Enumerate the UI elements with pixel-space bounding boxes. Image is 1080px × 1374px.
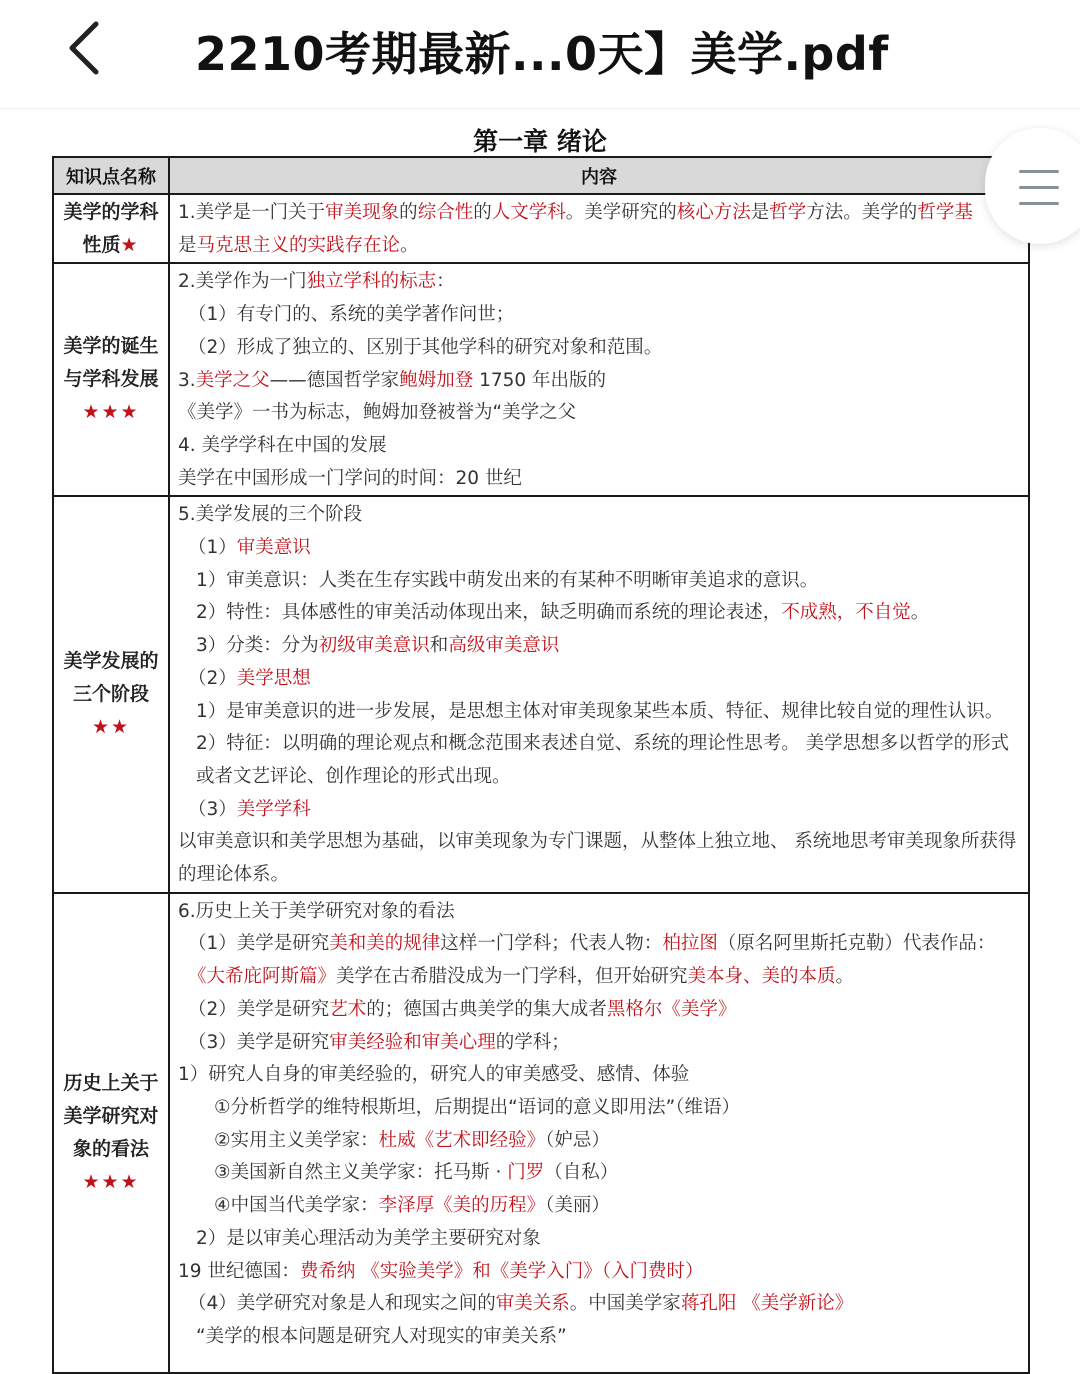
highlighted-text: 美学思想 (236, 667, 311, 689)
body-text: 方法。美学的 (806, 202, 918, 223)
content-line (178, 1125, 1022, 1158)
highlighted-text: 马克思主义的实践存在论 (196, 234, 401, 256)
name-line: 性质 (82, 233, 121, 256)
highlighted-text: 《大希庇阿斯篇》 (188, 966, 337, 988)
body-text: 。中国美学家 (569, 1293, 681, 1315)
content-line (178, 1288, 1022, 1321)
body-text: （妒忌） (545, 1129, 610, 1151)
body-text: 3. (178, 369, 196, 391)
content-line (178, 1321, 1022, 1354)
content-line (178, 332, 1022, 365)
highlighted-text: 不成熟，不自觉 (781, 602, 911, 624)
content-line (178, 728, 1022, 793)
body-text: 这样一门学科；代表人物： (440, 933, 663, 955)
knowledge-point-name (53, 194, 169, 263)
body-text: 的 (473, 202, 492, 223)
knowledge-point-name (53, 263, 169, 496)
name-line: 美学的学科 (63, 200, 159, 223)
body-text: （3） (188, 798, 237, 820)
content-line (178, 499, 1022, 532)
table-row (53, 496, 1029, 892)
body-text: ④中国当代美学家： (214, 1195, 379, 1217)
content-line (178, 1059, 1022, 1092)
body-text: （1） (188, 537, 237, 559)
body-text: 。 (400, 234, 419, 256)
knowledge-point-content (169, 263, 1029, 496)
body-text: ——德国哲学家 (269, 369, 400, 391)
body-text: （原名阿里斯托克勒）代表作品： (717, 933, 996, 955)
content-line (178, 266, 1022, 299)
body-text: （美丽） (545, 1195, 610, 1217)
body-text: 2）特征：以明确的理论观点和概念范围来表述自觉、系统的理论性思考。 美学思想多以哲学的形式或者文艺评论、创作理论的形式出现。 (196, 733, 1010, 787)
body-text: 6.历史上关于美学研究对象的看法 (178, 900, 455, 922)
body-text: 1）审美意识：人类在生存实践中萌发出来的有某种不明晰审美追求的意识。 (196, 569, 819, 591)
content-line (178, 1027, 1022, 1060)
menu-button[interactable] (985, 128, 1080, 244)
body-text: 美学在中国形成一门学问的时间：20 世纪 (178, 467, 522, 489)
menu-icon-bar (1019, 202, 1059, 205)
body-text: ③美国新自然主义美学家：托马斯 · (214, 1162, 508, 1184)
content-line (178, 630, 1022, 663)
highlighted-text: 审美经验和审美心理 (329, 1031, 496, 1053)
body-text: （4）美学研究对象是人和现实之间的 (188, 1293, 496, 1315)
body-text: 1）是审美意识的进一步发展，是思想主体对审美现象某些本质、特征、规律比较自觉的理性认识。 (196, 700, 1004, 722)
column-header-name: 知识点名称 (53, 157, 169, 194)
body-text: （自私） (544, 1162, 619, 1184)
body-text: 3）分类：分为 (196, 635, 319, 657)
highlighted-text: 核心方法 (676, 202, 751, 223)
importance-stars: ★★★ (82, 401, 140, 424)
body-text: 的；德国古典美学的集大成者 (366, 998, 607, 1020)
highlighted-text: 人文学科 (491, 202, 566, 223)
content-line (178, 1157, 1022, 1190)
content-line (178, 532, 1022, 565)
table-row (53, 263, 1029, 496)
chapter-title: 第一章 绪论 (473, 127, 607, 156)
content-line (178, 1092, 1022, 1125)
body-text: 。 (910, 602, 930, 624)
top-bar (0, 0, 1080, 109)
name-line: 象的看法 (72, 1137, 149, 1160)
content-line (178, 397, 1022, 430)
name-line: 三个阶段 (72, 683, 149, 706)
body-text: 2）是以审美心理活动为美学主要研究对象 (196, 1227, 541, 1249)
body-text: 2.美学作为一门 (178, 271, 307, 293)
highlighted-text: 艺术 (329, 998, 367, 1020)
body-text: “美学的根本问题是研究人对现实的审美关系” (196, 1325, 567, 1347)
highlighted-text: 美学之父 (195, 369, 270, 391)
name-line: 与学科发展 (63, 368, 159, 391)
table-row (53, 893, 1029, 1373)
body-text: ： (436, 271, 455, 293)
importance-stars: ★ (120, 233, 140, 256)
highlighted-text: 鲍姆加登 (399, 369, 474, 391)
body-text: ②实用主义美学家： (214, 1129, 379, 1151)
body-text: 和 (429, 635, 449, 657)
menu-icon-bar (1019, 186, 1059, 189)
content-line (178, 896, 1022, 929)
body-text: 19 世纪德国： (178, 1260, 300, 1282)
highlighted-text: 审美关系 (495, 1293, 570, 1315)
highlighted-text: 柏拉图 (662, 933, 718, 955)
content-line (178, 463, 1022, 496)
body-text: 美学在古希腊没成为一门学科，但开始研究 (336, 966, 688, 988)
body-text: 1）研究人自身的审美经验的，研究人的审美感受、感情、体验 (178, 1064, 690, 1086)
body-text: 2）特性：具体感性的审美活动体现出来，缺乏明确而系统的理论表述， (196, 602, 782, 624)
name-line: 历史上关于 (63, 1071, 159, 1094)
knowledge-point-content (169, 496, 1029, 892)
highlighted-text: 综合性 (417, 202, 474, 223)
highlighted-text: 李泽厚《美的历程》 (378, 1195, 546, 1217)
content-line (178, 928, 1022, 993)
highlighted-text: 独立学科的标志 (306, 271, 437, 293)
content-line (178, 994, 1022, 1027)
content-line (178, 663, 1022, 696)
body-text: 。美学研究的 (565, 202, 677, 223)
body-text: （1）有专门的、系统的美学著作问世； (188, 304, 515, 326)
content-line (178, 794, 1022, 827)
menu-icon (1019, 170, 1059, 173)
highlighted-text: 美本身、美的本质 (687, 966, 836, 988)
name-line: 美学发展的 (63, 650, 159, 673)
table-row (53, 194, 1029, 263)
highlighted-text: 门罗 (507, 1162, 545, 1184)
knowledge-point-name (53, 496, 169, 892)
body-text: （2）美学是研究 (188, 998, 330, 1020)
content-line (178, 565, 1022, 598)
body-text: 《美学》一书为标志，鲍姆加登被誉为“美学之父 (178, 402, 577, 424)
back-arrow-icon[interactable] (58, 18, 118, 78)
highlighted-text: 美和美的规律 (329, 933, 441, 955)
body-text: 的学科； (495, 1031, 570, 1053)
body-text: 。 (835, 966, 855, 988)
name-line: 美学的诞生 (63, 335, 159, 358)
knowledge-point-name (53, 893, 169, 1373)
document-title: 2210考期最新...0天】美学.pdf (195, 27, 889, 81)
highlighted-text: 高级审美意识 (448, 635, 560, 657)
body-text: 4. 美学学科在中国的发展 (178, 434, 387, 456)
content-line (178, 597, 1022, 630)
highlighted-text: 费希纳 《实验美学》和《美学入门》（入门费时） (299, 1260, 704, 1282)
body-text: ①分析哲学的维特根斯坦，后期提出“语词的意义即用法”（维语） (214, 1096, 741, 1118)
column-header-content: 内容 (169, 157, 1029, 194)
highlighted-text: 杜威《艺术即经验》 (378, 1129, 546, 1151)
body-text: （3）美学是研究 (188, 1031, 330, 1053)
highlighted-text: 审美现象 (325, 202, 400, 223)
body-text: （2）形成了独立的、区别于其他学科的研究对象和范围。 (188, 336, 663, 358)
body-text: 5.美学发展的三个阶段 (178, 504, 363, 526)
content-line (178, 826, 1022, 891)
content-line (178, 365, 1022, 398)
knowledge-point-content (169, 194, 1029, 263)
highlighted-text: 哲学基 (917, 202, 973, 223)
highlighted-text: 哲学 (769, 202, 807, 223)
content-line (178, 230, 1022, 263)
body-text: （1）美学是研究 (188, 933, 330, 955)
content-line (178, 696, 1022, 729)
knowledge-point-content (169, 893, 1029, 1373)
name-line: 美学研究对 (63, 1104, 159, 1127)
content-line (178, 197, 1022, 230)
highlighted-text: 初级审美意识 (318, 635, 430, 657)
body-text: 1750 年出版的 (473, 369, 607, 391)
name-line-with-star (56, 229, 166, 262)
importance-stars: ★★★ (82, 1170, 140, 1193)
importance-stars: ★★ (91, 716, 131, 739)
content-line (178, 1223, 1022, 1256)
knowledge-table (52, 156, 1030, 1374)
table-header-row (53, 157, 1029, 194)
body-text: 1.美学是一门关于 (178, 202, 326, 223)
highlighted-text: 美学学科 (236, 798, 311, 820)
body-text: 是 (178, 234, 197, 256)
highlighted-text: 蒋孔阳 《美学新论》 (680, 1293, 854, 1315)
body-text: 以审美意识和美学思想为基础，以审美现象为专门课题，从整体上独立地、 系统地思考审美现象所获得的理论体系。 (178, 831, 1017, 886)
content-line (178, 299, 1022, 332)
content-line (178, 1190, 1022, 1223)
highlighted-text: 审美意识 (236, 537, 311, 559)
highlighted-text: 黑格尔《美学》 (606, 998, 737, 1020)
body-text: 的 (399, 202, 418, 223)
body-text: 是 (750, 202, 770, 223)
content-line (178, 430, 1022, 463)
content-line (178, 1256, 1022, 1289)
body-text: （2） (188, 667, 237, 689)
